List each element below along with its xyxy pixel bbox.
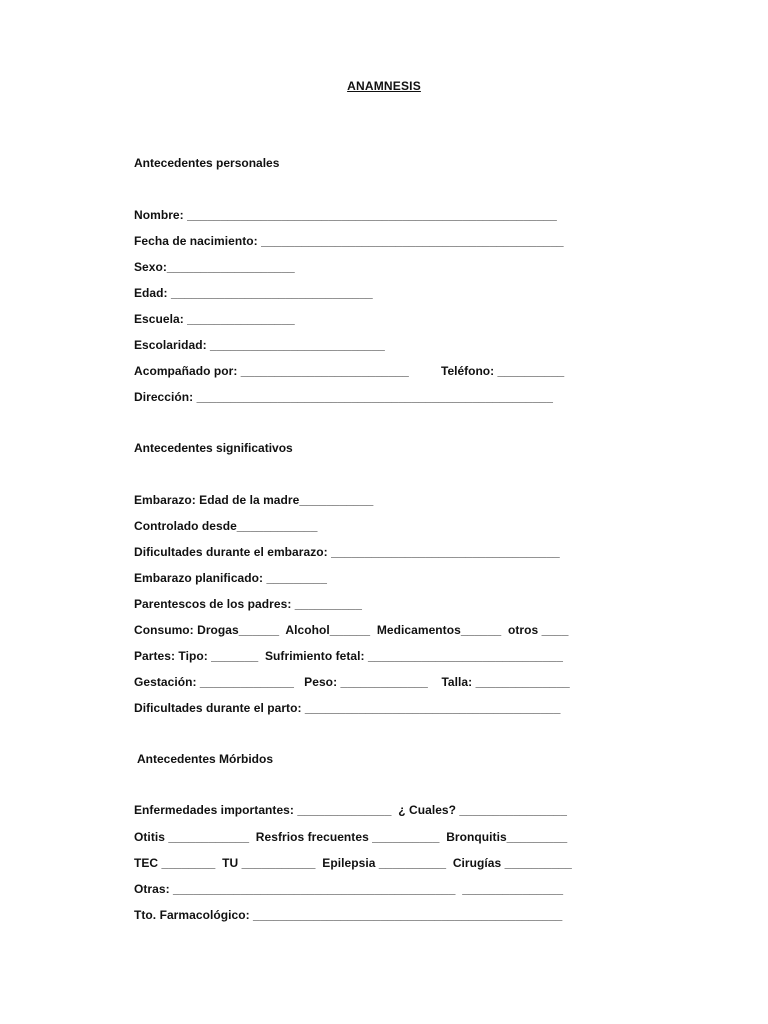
field-enfermedades: Enfermedades importantes: ______________ ¿ Cuales? ________________ — [134, 803, 568, 817]
field-partes: Partes: Tipo: _______ Sufrimiento fetal: _____________________________ — [134, 649, 563, 663]
field-parentescos: Parentescos de los padres: __________ — [134, 597, 362, 611]
field-dificultades-parto: Dificultades durante el parto: ______________________________________ — [134, 701, 561, 715]
page-title: ANAMNESIS — [347, 79, 421, 93]
field-embarazo-planificado: Embarazo planificado: _________ — [134, 571, 327, 585]
field-otras: Otras: __________________________________________ _______________ — [134, 882, 564, 896]
field-embarazo-edad: Embarazo: Edad de la madre___________ — [134, 493, 374, 507]
field-telefono: Teléfono: __________ — [441, 364, 565, 378]
field-dificultades-embarazo: Dificultades durante el embarazo: __________________________________ — [134, 545, 560, 559]
section-heading-morbidos: Antecedentes Mórbidos — [137, 752, 274, 766]
section-heading-personales: Antecedentes personales — [134, 156, 280, 170]
section-heading-significativos: Antecedentes significativos — [134, 441, 293, 455]
field-escolaridad: Escolaridad: __________________________ — [134, 338, 385, 352]
field-tto-farmacologico: Tto. Farmacológico: ______________________________________________ — [134, 908, 563, 922]
field-fecha-nacimiento: Fecha de nacimiento: _____________________________________________ — [134, 234, 564, 248]
field-tec: TEC ________ TU ___________ Epilepsia __________ Cirugías __________ — [134, 856, 572, 870]
field-acompanado: Acompañado por: _________________________ — [134, 364, 409, 378]
field-consumo: Consumo: Drogas______ Alcohol______ Medicamentos______ otros ____ — [134, 623, 569, 637]
field-direccion: Dirección: _____________________________________________________ — [134, 390, 553, 404]
field-controlado: Controlado desde____________ — [134, 519, 318, 533]
field-sexo: Sexo:___________________ — [134, 260, 295, 274]
field-otitis: Otitis ____________ Resfrios frecuentes __________ Bronquitis_________ — [134, 830, 568, 844]
field-escuela: Escuela: ________________ — [134, 312, 295, 326]
field-nombre: Nombre: _______________________________________________________ — [134, 208, 557, 222]
field-gestacion: Gestación: ______________ Peso: _____________ Talla: ______________ — [134, 675, 570, 689]
field-edad: Edad: ______________________________ — [134, 286, 373, 300]
